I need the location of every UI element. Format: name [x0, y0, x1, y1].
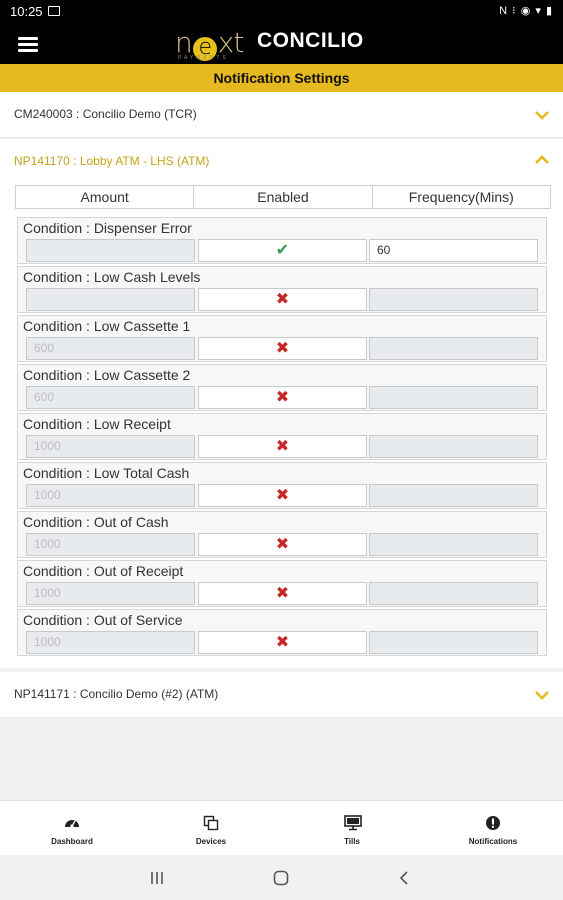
- frequency-field: [369, 435, 538, 458]
- app-bar: [0, 24, 563, 64]
- nav-label: Tills: [344, 837, 360, 846]
- enabled-toggle[interactable]: [198, 386, 367, 409]
- frequency-field: [369, 288, 538, 311]
- system-navigation-bar: [0, 855, 563, 900]
- logo-next: n e xt: [175, 26, 244, 60]
- frequency-field[interactable]: 60: [369, 239, 538, 262]
- column-header-frequency: Frequency(Mins): [372, 185, 551, 209]
- frequency-field: [369, 484, 538, 507]
- dashboard-icon: [64, 815, 80, 829]
- device-row-np141171[interactable]: [0, 672, 563, 718]
- frequency-field: [369, 533, 538, 556]
- column-headers: [15, 185, 550, 209]
- condition-row: [17, 413, 547, 460]
- close-icon: ✖: [275, 389, 290, 406]
- amount-field: 1000: [26, 484, 195, 507]
- condition-title: Condition : Out of Service: [23, 612, 183, 628]
- next-concilio-logo: [175, 26, 395, 62]
- page-title: Notification Settings: [0, 64, 563, 92]
- amount-field: 1000: [26, 631, 195, 654]
- system-status-icons: N ⁝ ◉ ▾ ▮: [499, 5, 553, 17]
- condition-title: Condition : Out of Receipt: [23, 563, 184, 579]
- condition-title: Condition : Low Cassette 2: [23, 367, 191, 383]
- condition-row: [17, 462, 547, 509]
- recent-apps-icon[interactable]: [150, 870, 164, 886]
- frequency-field: [369, 386, 538, 409]
- condition-title: Condition : Low Total Cash: [23, 465, 190, 481]
- amount-field: 1000: [26, 582, 195, 605]
- check-icon: ✔: [275, 242, 290, 259]
- device-row-np141170[interactable]: [0, 139, 563, 179]
- column-header-enabled: Enabled: [193, 185, 372, 209]
- nav-devices[interactable]: [141, 801, 281, 856]
- condition-row: [17, 609, 547, 656]
- device-label: NP141170 : Lobby ATM - LHS (ATM): [14, 154, 210, 168]
- frequency-field: [369, 631, 538, 654]
- close-icon: ✖: [275, 585, 290, 602]
- condition-row: [17, 266, 547, 313]
- close-icon: ✖: [275, 487, 290, 504]
- close-icon: ✖: [275, 340, 290, 357]
- notification-conditions-panel: [0, 179, 563, 668]
- condition-title: Condition : Low Receipt: [23, 416, 171, 432]
- amount-field: 1000: [26, 435, 195, 458]
- enabled-toggle[interactable]: [198, 239, 367, 262]
- nav-dashboard[interactable]: [2, 801, 142, 856]
- chevron-down-icon[interactable]: [535, 688, 549, 702]
- close-icon: ✖: [275, 536, 290, 553]
- nav-tills[interactable]: [282, 801, 422, 856]
- condition-row: [17, 364, 547, 411]
- nav-label: Dashboard: [51, 837, 93, 846]
- bottom-navigation: [0, 800, 563, 855]
- condition-title: Condition : Dispenser Error: [23, 220, 192, 236]
- amount-field: [26, 288, 195, 311]
- condition-row: [17, 217, 547, 264]
- condition-title: Condition : Low Cassette 1: [23, 318, 191, 334]
- chevron-up-icon[interactable]: [535, 153, 549, 167]
- condition-row: [17, 315, 547, 362]
- nav-label: Notifications: [468, 837, 518, 846]
- amount-field: 600: [26, 337, 195, 360]
- nav-label: Devices: [195, 837, 227, 846]
- column-header-amount: Amount: [15, 185, 194, 209]
- device-label: CM240003 : Concilio Demo (TCR): [14, 107, 197, 121]
- amount-field: [26, 239, 195, 262]
- enabled-toggle[interactable]: [198, 288, 367, 311]
- frequency-field: [369, 337, 538, 360]
- enabled-toggle[interactable]: [198, 484, 367, 507]
- home-icon[interactable]: [273, 870, 289, 886]
- status-time: 10:25: [10, 4, 43, 19]
- device-label: NP141171 : Concilio Demo (#2) (ATM): [14, 687, 219, 701]
- back-icon[interactable]: [398, 870, 410, 886]
- logo-brand: CONCILIO: [257, 29, 364, 52]
- condition-row: [17, 511, 547, 558]
- image-notification-icon: [48, 6, 60, 16]
- enabled-toggle[interactable]: [198, 582, 367, 605]
- enabled-toggle[interactable]: [198, 435, 367, 458]
- devices-icon: [203, 815, 219, 831]
- tills-icon: [344, 815, 362, 831]
- condition-row: [17, 560, 547, 607]
- logo-payments: PAYMENTS: [178, 55, 229, 61]
- close-icon: ✖: [275, 634, 290, 651]
- amount-field: 600: [26, 386, 195, 409]
- device-row-cm240003[interactable]: [0, 92, 563, 138]
- enabled-toggle[interactable]: [198, 631, 367, 654]
- status-bar: [0, 0, 563, 24]
- amount-field: 1000: [26, 533, 195, 556]
- hamburger-menu-icon[interactable]: [18, 37, 38, 53]
- close-icon: ✖: [275, 438, 290, 455]
- condition-title: Condition : Out of Cash: [23, 514, 169, 530]
- chevron-down-icon[interactable]: [535, 108, 549, 122]
- condition-title: Condition : Low Cash Levels: [23, 269, 201, 285]
- nav-notifications[interactable]: [423, 801, 563, 856]
- close-icon: ✖: [275, 291, 290, 308]
- frequency-field: [369, 582, 538, 605]
- notifications-icon: [485, 815, 501, 831]
- enabled-toggle[interactable]: [198, 533, 367, 556]
- enabled-toggle[interactable]: [198, 337, 367, 360]
